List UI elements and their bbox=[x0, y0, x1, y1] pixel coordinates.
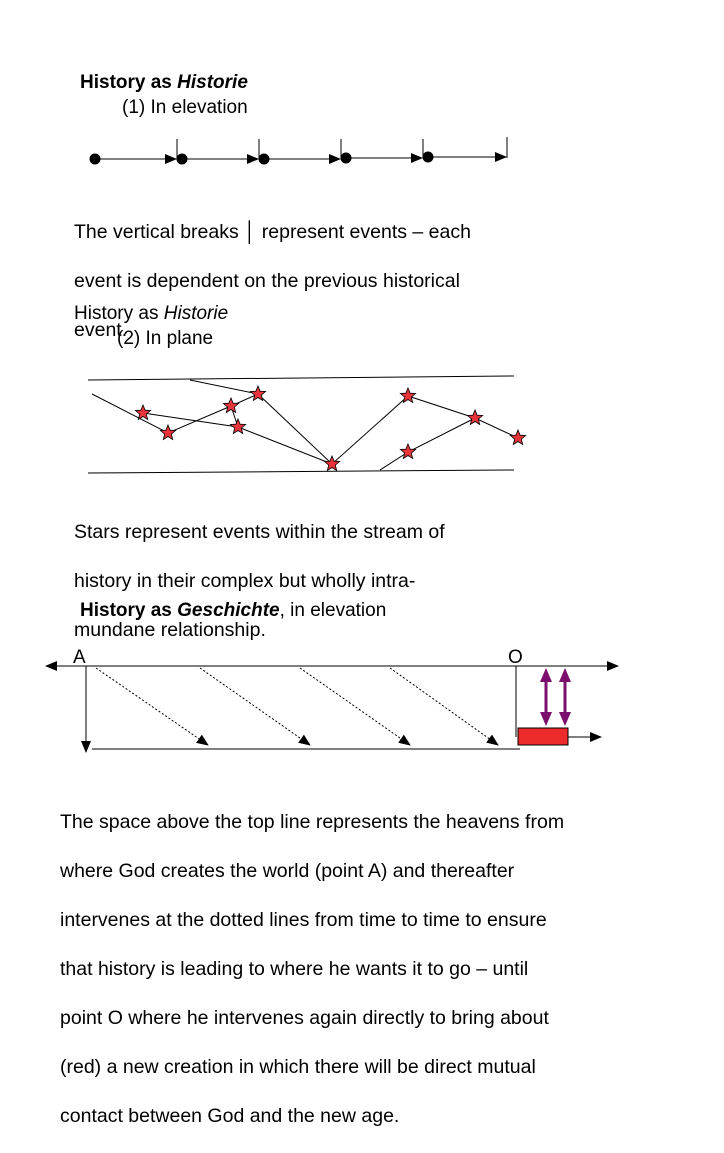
event-dot bbox=[423, 152, 433, 162]
section2-heading-italic: Historie bbox=[163, 303, 229, 324]
event-star bbox=[160, 425, 175, 440]
intervention-dotted-lines bbox=[96, 668, 498, 745]
section1-caption-line: event is dependent on the previous historical bbox=[74, 269, 460, 292]
intervention-line bbox=[96, 668, 208, 745]
event-star bbox=[230, 419, 245, 434]
plane-stream bbox=[88, 376, 518, 473]
intervention-line bbox=[390, 668, 498, 745]
event-star bbox=[250, 386, 265, 401]
section1-heading-prefix: History as bbox=[80, 72, 178, 93]
event-stars bbox=[135, 386, 525, 471]
section3-heading-italic: Geschichte bbox=[177, 600, 280, 621]
arrowhead-up bbox=[540, 668, 552, 682]
point-a-label: A bbox=[73, 647, 86, 668]
section1-subheading: (1) In elevation bbox=[122, 97, 248, 118]
arrowhead-down bbox=[559, 712, 571, 726]
section3-heading-prefix: History as bbox=[80, 600, 178, 621]
section3-caption-line: (red) a new creation in which there will be direct mutual bbox=[60, 1055, 536, 1078]
event-star bbox=[223, 398, 238, 413]
event-star bbox=[400, 444, 415, 459]
event-connection bbox=[380, 418, 475, 470]
arrowhead-up bbox=[559, 668, 571, 682]
section3-caption-line: intervenes at the dotted lines from time to time to ensure bbox=[60, 908, 547, 931]
event-dot bbox=[177, 154, 187, 164]
section2-subheading: (2) In plane bbox=[117, 328, 214, 349]
section2-caption-line: mundane relationship. bbox=[74, 618, 266, 641]
intervention-line bbox=[300, 668, 410, 745]
section3-caption-line: point O where he intervenes again directly to bring about bbox=[60, 1006, 549, 1029]
section3-caption-line: where God creates the world (point A) and thereafter bbox=[60, 859, 515, 882]
event-star bbox=[324, 456, 339, 471]
point-o-label: O bbox=[508, 647, 523, 668]
section1-heading-italic: Historie bbox=[177, 72, 248, 93]
stream-bottom-boundary bbox=[88, 470, 514, 473]
new-creation-block bbox=[518, 728, 568, 745]
section1-caption-line: The vertical breaks │ represent events – each bbox=[74, 220, 471, 243]
section3-caption-line: that history is leading to where he wants it to go – until bbox=[60, 957, 529, 980]
section1-caption-line: event. bbox=[74, 318, 128, 341]
mutual-contact-arrows bbox=[540, 668, 571, 726]
event-dot bbox=[259, 154, 269, 164]
section3-caption-line: contact between God and the new age. bbox=[60, 1104, 400, 1127]
section2-caption-line: history in their complex but wholly intra- bbox=[74, 569, 416, 592]
event-star bbox=[467, 410, 482, 425]
intervention-line bbox=[200, 668, 310, 745]
section3-heading-suffix: , in elevation bbox=[279, 600, 387, 621]
section2-heading-prefix: History as bbox=[74, 303, 164, 324]
event-dot bbox=[90, 154, 100, 164]
stream-top-boundary bbox=[88, 376, 514, 380]
section3-caption-line: The space above the top line represents the heavens from bbox=[60, 810, 565, 833]
elevation-timeline bbox=[90, 137, 507, 164]
arrowhead-down bbox=[540, 712, 552, 726]
section2-caption-line: Stars represent events within the stream of bbox=[74, 520, 445, 543]
event-dot bbox=[341, 153, 351, 163]
event-star bbox=[510, 430, 525, 445]
